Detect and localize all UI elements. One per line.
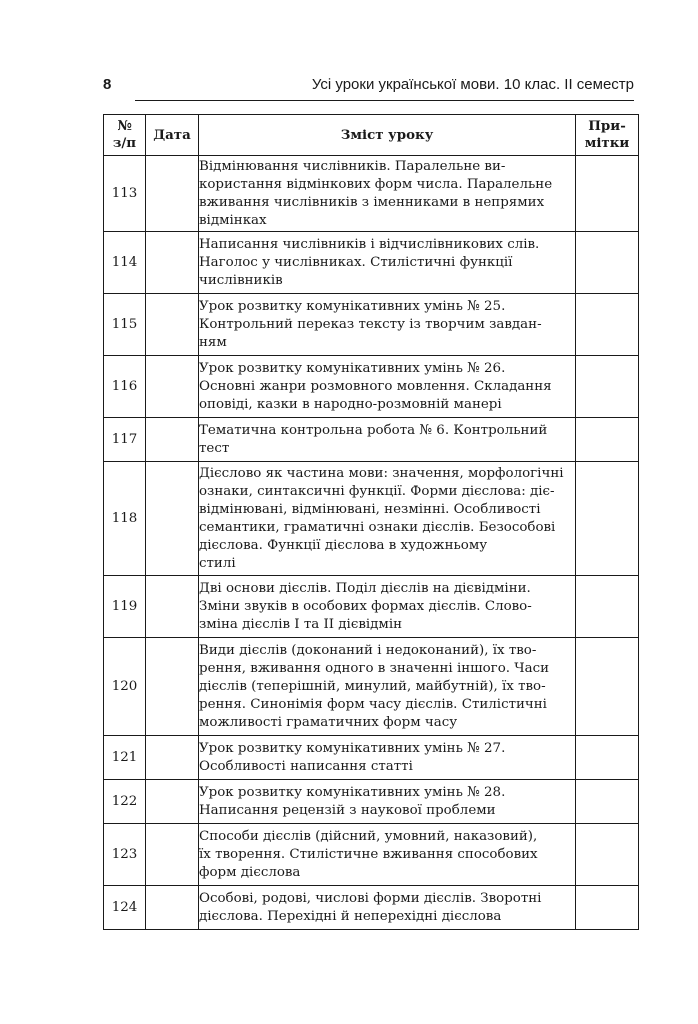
table-row bbox=[104, 886, 639, 930]
table-row bbox=[104, 638, 639, 736]
lesson-notes-cell bbox=[576, 356, 639, 418]
table-row bbox=[104, 736, 639, 780]
lesson-number: 124 bbox=[104, 886, 146, 930]
lesson-number: 122 bbox=[104, 780, 146, 824]
column-header-number: № з/п bbox=[104, 115, 146, 156]
table-row bbox=[104, 232, 639, 294]
lesson-date-cell bbox=[146, 232, 199, 294]
header-rule bbox=[135, 100, 634, 101]
lesson-number: 115 bbox=[104, 294, 146, 356]
lesson-date-cell bbox=[146, 780, 199, 824]
lesson-number: 119 bbox=[104, 576, 146, 638]
lesson-date-cell bbox=[146, 462, 199, 576]
lesson-date-cell bbox=[146, 356, 199, 418]
column-header-date: Дата bbox=[146, 115, 199, 156]
lesson-content: Урок розвитку комунікативних умінь № 27. Особливості написання статті bbox=[199, 736, 576, 780]
lesson-notes-cell bbox=[576, 780, 639, 824]
lesson-notes-cell bbox=[576, 576, 639, 638]
running-title: Усі уроки української мови. 10 клас. ІІ семестр bbox=[311, 76, 634, 93]
lesson-date-cell bbox=[146, 156, 199, 232]
table-row bbox=[104, 576, 639, 638]
column-header-notes: При- мітки bbox=[576, 115, 639, 156]
table-row bbox=[104, 156, 639, 232]
table-row bbox=[104, 418, 639, 462]
lesson-number: 123 bbox=[104, 824, 146, 886]
table-row bbox=[104, 824, 639, 886]
lesson-date-cell bbox=[146, 638, 199, 736]
lesson-notes-cell bbox=[576, 886, 639, 930]
lesson-notes-cell bbox=[576, 462, 639, 576]
lesson-content: Дві основи дієслів. Поділ дієслів на дієвідміни. Зміни звуків в особових формах дієслів. Слово- зміна дієслів І та ІІ дієвідмін bbox=[199, 576, 576, 638]
lesson-content: Написання числівників і відчислівникових слів. Наголос у числівниках. Стилістичні функції числівників bbox=[199, 232, 576, 294]
lesson-date-cell bbox=[146, 576, 199, 638]
table-header-row bbox=[104, 115, 639, 156]
lesson-number: 120 bbox=[104, 638, 146, 736]
lesson-notes-cell bbox=[576, 736, 639, 780]
lesson-plan-table bbox=[103, 114, 639, 930]
table-row bbox=[104, 462, 639, 576]
lesson-notes-cell bbox=[576, 232, 639, 294]
page-header bbox=[103, 76, 634, 100]
lesson-content: Дієслово як частина мови: значення, морфологічні ознаки, синтаксичні функції. Форми дієслова: діє- відмінювані, відмінювані, незмінні. Особливості семантики, граматичні ознаки дієслів. Безособові дієслова. Функції дієслова в художньому стилі bbox=[199, 462, 576, 576]
lesson-notes-cell bbox=[576, 638, 639, 736]
lesson-date-cell bbox=[146, 824, 199, 886]
lesson-date-cell bbox=[146, 886, 199, 930]
lesson-number: 121 bbox=[104, 736, 146, 780]
lesson-content: Відмінювання числівників. Паралельне ви- користання відмінкових форм числа. Паралельне вживання числівників з іменниками в непрямих відмінках bbox=[199, 156, 576, 232]
page-number: 8 bbox=[103, 76, 112, 93]
lesson-notes-cell bbox=[576, 156, 639, 232]
lesson-notes-cell bbox=[576, 294, 639, 356]
lesson-notes-cell bbox=[576, 824, 639, 886]
table-row bbox=[104, 294, 639, 356]
lesson-content: Тематична контрольна робота № 6. Контрольний тест bbox=[199, 418, 576, 462]
lesson-date-cell bbox=[146, 736, 199, 780]
lesson-content: Види дієслів (доконаний і недоконаний), їх тво- рення, вживання одного в значенні іншого. Часи дієслів (теперішній, минулий, майбутній), їх тво- рення. Синонімія форм часу дієслів. Стилістичні можливості граматичних форм часу bbox=[199, 638, 576, 736]
lesson-date-cell bbox=[146, 294, 199, 356]
table-row bbox=[104, 780, 639, 824]
column-header-content: Зміст уроку bbox=[199, 115, 576, 156]
lesson-number: 113 bbox=[104, 156, 146, 232]
lesson-date-cell bbox=[146, 418, 199, 462]
lesson-number: 117 bbox=[104, 418, 146, 462]
lesson-content: Урок розвитку комунікативних умінь № 28. Написання рецензій з наукової проблеми bbox=[199, 780, 576, 824]
table-row bbox=[104, 356, 639, 418]
lesson-content: Урок розвитку комунікативних умінь № 26. Основні жанри розмовного мовлення. Складання оповіді, казки в народно-розмовній манері bbox=[199, 356, 576, 418]
lesson-content: Урок розвитку комунікативних умінь № 25. Контрольний переказ тексту із творчим завдан- ням bbox=[199, 294, 576, 356]
lesson-number: 118 bbox=[104, 462, 146, 576]
lesson-number: 116 bbox=[104, 356, 146, 418]
lesson-content: Способи дієслів (дійсний, умовний, наказовий), їх творення. Стилістичне вживання способових форм дієслова bbox=[199, 824, 576, 886]
lesson-number: 114 bbox=[104, 232, 146, 294]
lesson-notes-cell bbox=[576, 418, 639, 462]
lesson-content: Особові, родові, числові форми дієслів. Зворотні дієслова. Перехідні й неперехідні дієслова bbox=[199, 886, 576, 930]
